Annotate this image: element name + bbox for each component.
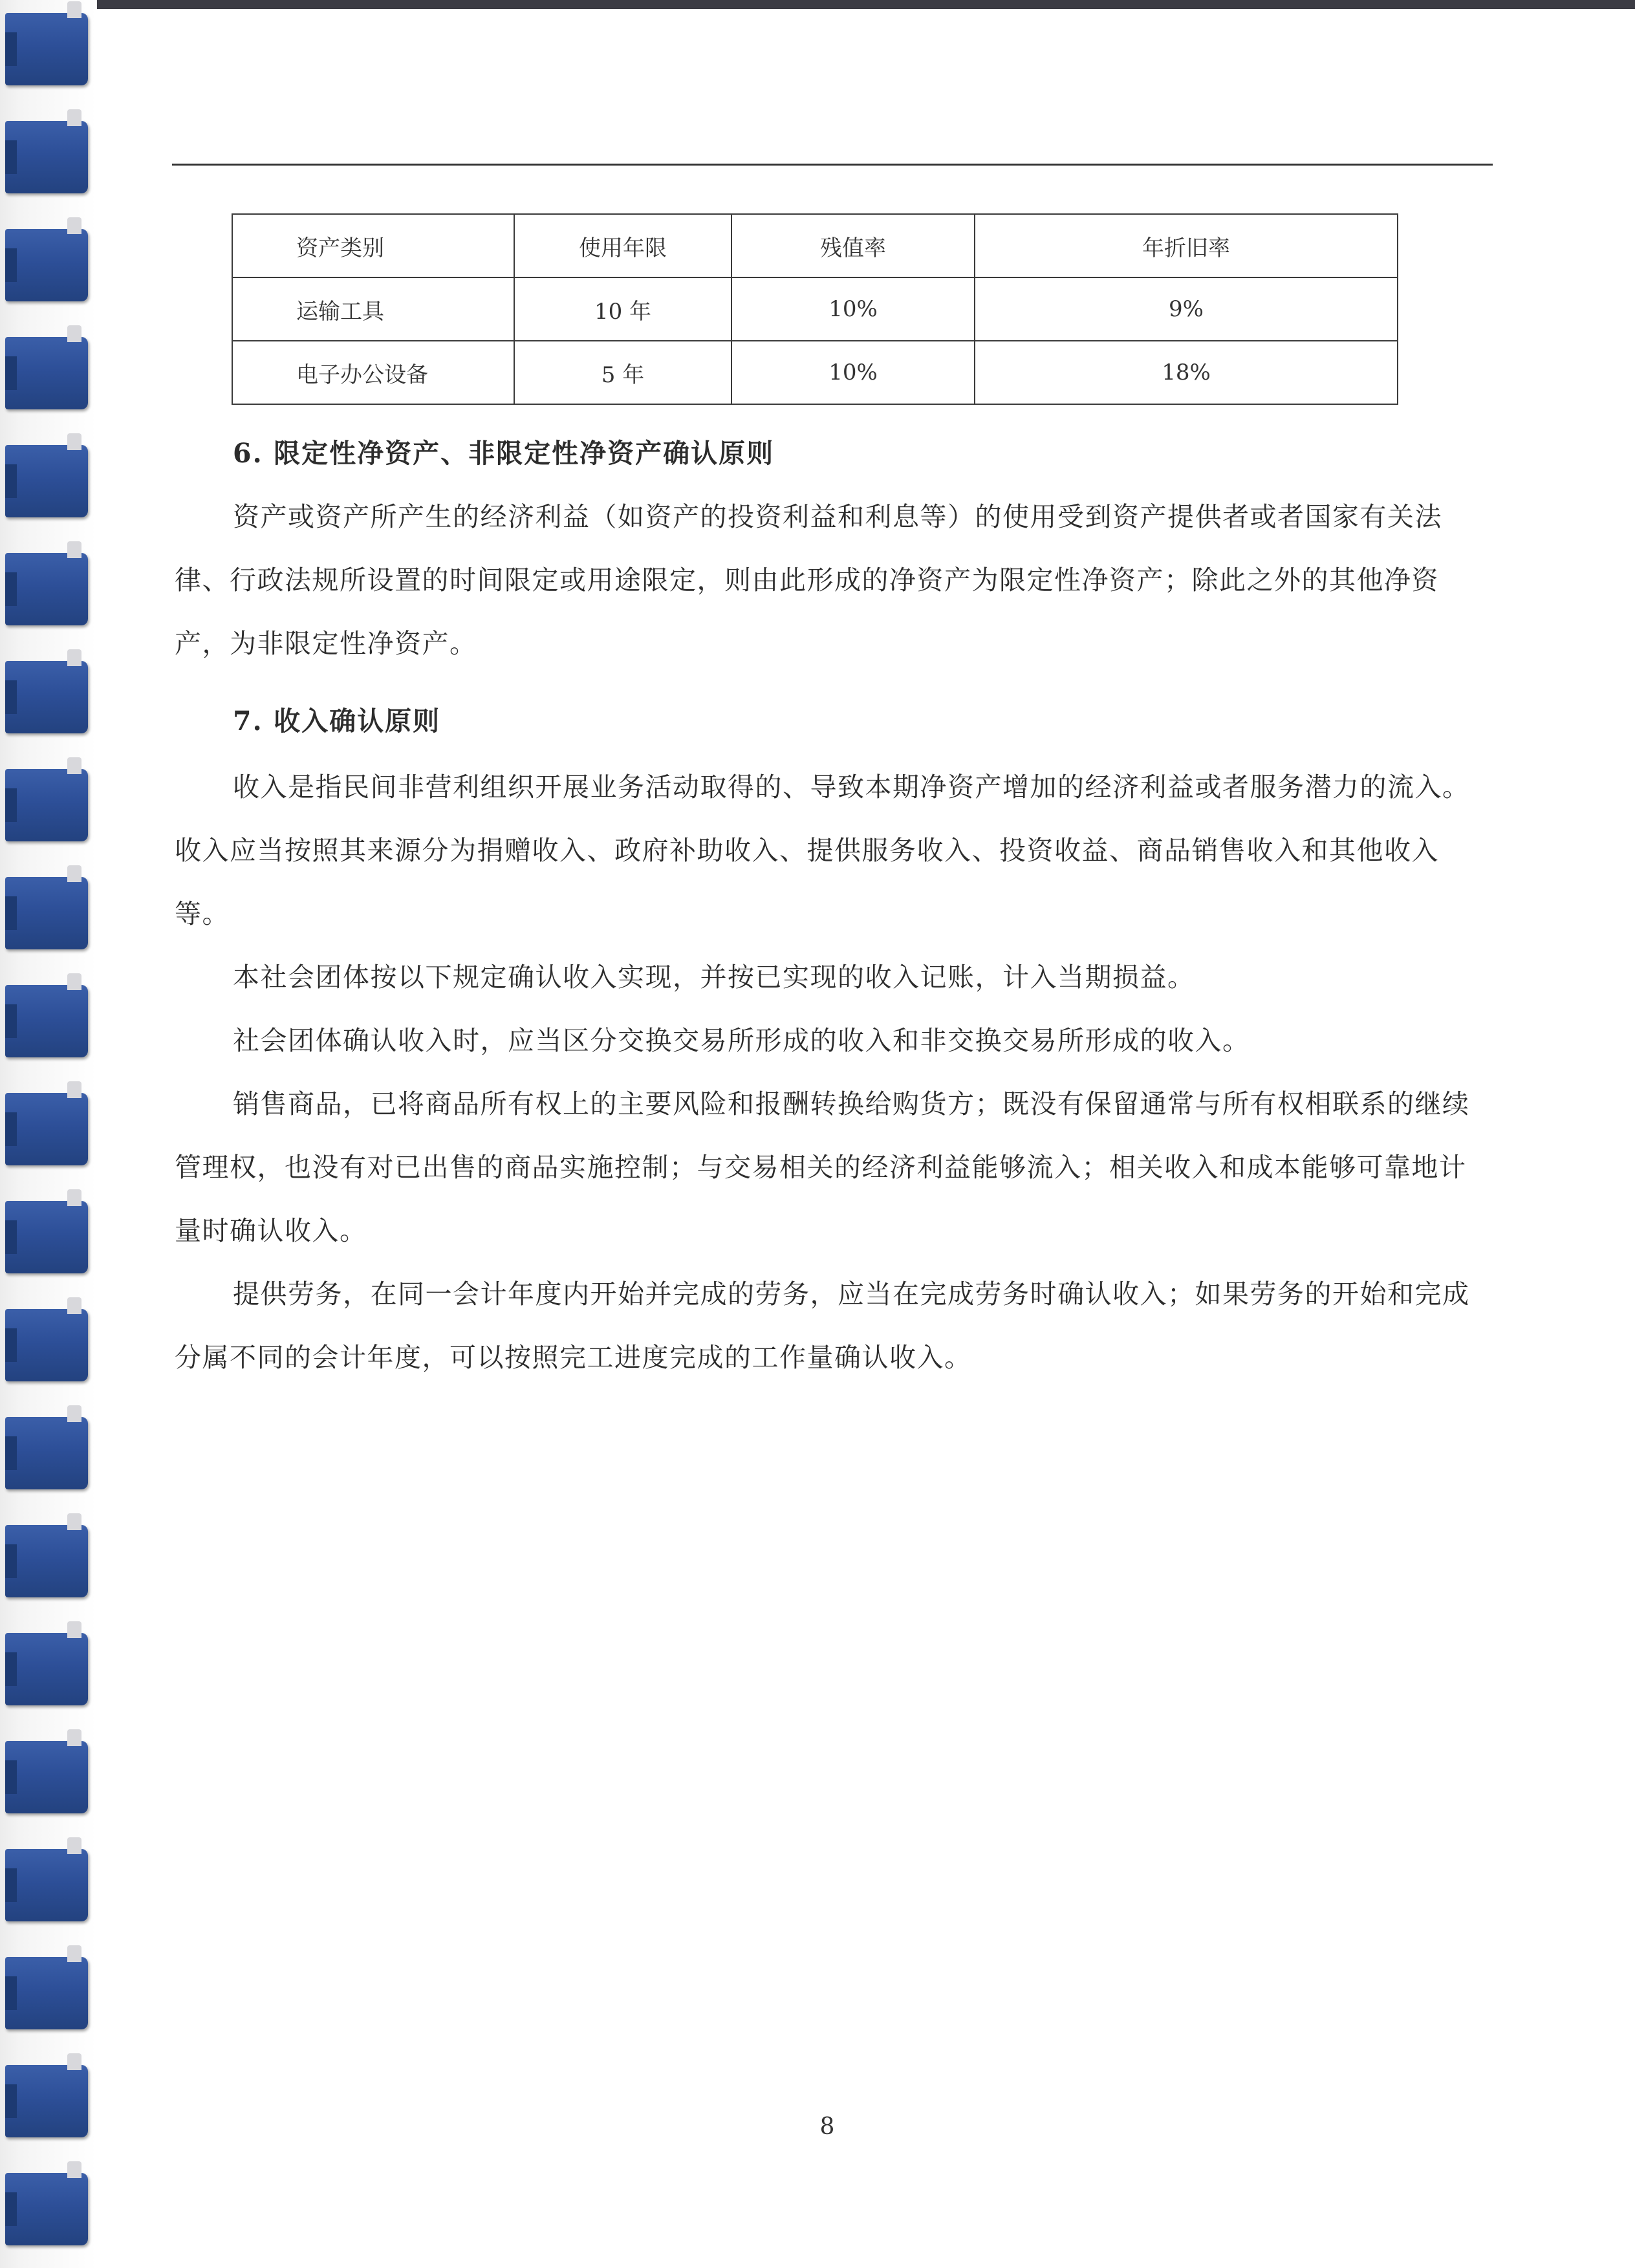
cell-annual-depreciation: 9%	[975, 277, 1398, 341]
binding-ring	[5, 1741, 88, 1813]
binding-ring	[5, 985, 88, 1057]
binding-ring	[5, 1201, 88, 1273]
binding-ring	[5, 1093, 88, 1165]
binding-ring	[5, 1417, 88, 1489]
cell-annual-depreciation: 18%	[975, 341, 1398, 404]
section-7-paragraph-4: 销售商品，已将商品所有权上的主要风险和报酬转换给购货方；既没有保留通常与所有权相联系的继续管理权，也没有对已出售的商品实施控制；与交易相关的经济利益能够流入；相关收入和成本能够可靠地计量时确认收入。	[175, 1088, 1470, 1246]
binding-ring	[5, 1525, 88, 1597]
binding-ring	[5, 769, 88, 841]
section-7-paragraph-1: 收入是指民间非营利组织开展业务活动取得的、导致本期净资产增加的经济利益或者服务潜力的流入。收入应当按照其来源分为捐赠收入、政府补助收入、提供服务收入、投资收益、商品销售收入和其他收入等。	[175, 772, 1470, 929]
cell-useful-life: 10 年	[514, 277, 731, 341]
binding-ring	[5, 13, 88, 85]
binding-ring	[5, 337, 88, 409]
cell-residual-rate: 10%	[731, 341, 975, 404]
cell-residual-rate: 10%	[731, 277, 975, 341]
cell-useful-life: 5 年	[514, 341, 731, 404]
binding-ring	[5, 553, 88, 625]
scan-top-edge	[0, 0, 1635, 9]
section-6-heading: 6. 限定性净资产、非限定性净资产确认原则	[233, 438, 775, 469]
binding-ring	[5, 2065, 88, 2137]
binding-ring	[5, 1957, 88, 2029]
section-7-paragraph-5: 提供劳务，在同一会计年度内开始并完成的劳务，应当在完成劳务时确认收入；如果劳务的开始和完成分属不同的会计年度，可以按照完工进度完成的工作量确认收入。	[175, 1279, 1470, 1373]
section-7-paragraph-2: 本社会团体按以下规定确认收入实现，并按已实现的收入记账，计入当期损益。	[233, 962, 1195, 993]
header-asset-category: 资产类别	[232, 214, 514, 277]
binding-ring	[5, 2173, 88, 2245]
header-annual-depreciation: 年折旧率	[975, 214, 1398, 277]
binding-ring	[5, 661, 88, 733]
page-number: 8	[819, 2113, 835, 2140]
binding-ring	[5, 229, 88, 301]
cell-asset-category: 运输工具	[232, 277, 514, 341]
binding-ring	[5, 1633, 88, 1705]
binding-ring	[5, 121, 88, 193]
table-row	[232, 341, 1398, 404]
binding-ring	[5, 877, 88, 949]
binding-ring	[5, 445, 88, 517]
asset-depreciation-table	[232, 213, 1398, 405]
cell-asset-category: 电子办公设备	[232, 341, 514, 404]
header-useful-life: 使用年限	[514, 214, 731, 277]
section-7-paragraph-3: 社会团体确认收入时，应当区分交换交易所形成的收入和非交换交易所形成的收入。	[233, 1025, 1250, 1056]
binding-ring	[5, 1309, 88, 1381]
section-7-heading: 7. 收入确认原则	[233, 706, 441, 737]
table-row	[232, 277, 1398, 341]
header-rule	[172, 164, 1493, 166]
section-6-paragraph: 资产或资产所产生的经济利益（如资产的投资利益和利息等）的使用受到资产提供者或者国家有关法律、行政法规所设置的时间限定或用途限定，则由此形成的净资产为限定性净资产；除此之外的其他净资产，为非限定性净资产。	[175, 501, 1442, 659]
header-residual-rate: 残值率	[731, 214, 975, 277]
binding-ring	[5, 1849, 88, 1921]
table-header-row	[232, 214, 1398, 277]
